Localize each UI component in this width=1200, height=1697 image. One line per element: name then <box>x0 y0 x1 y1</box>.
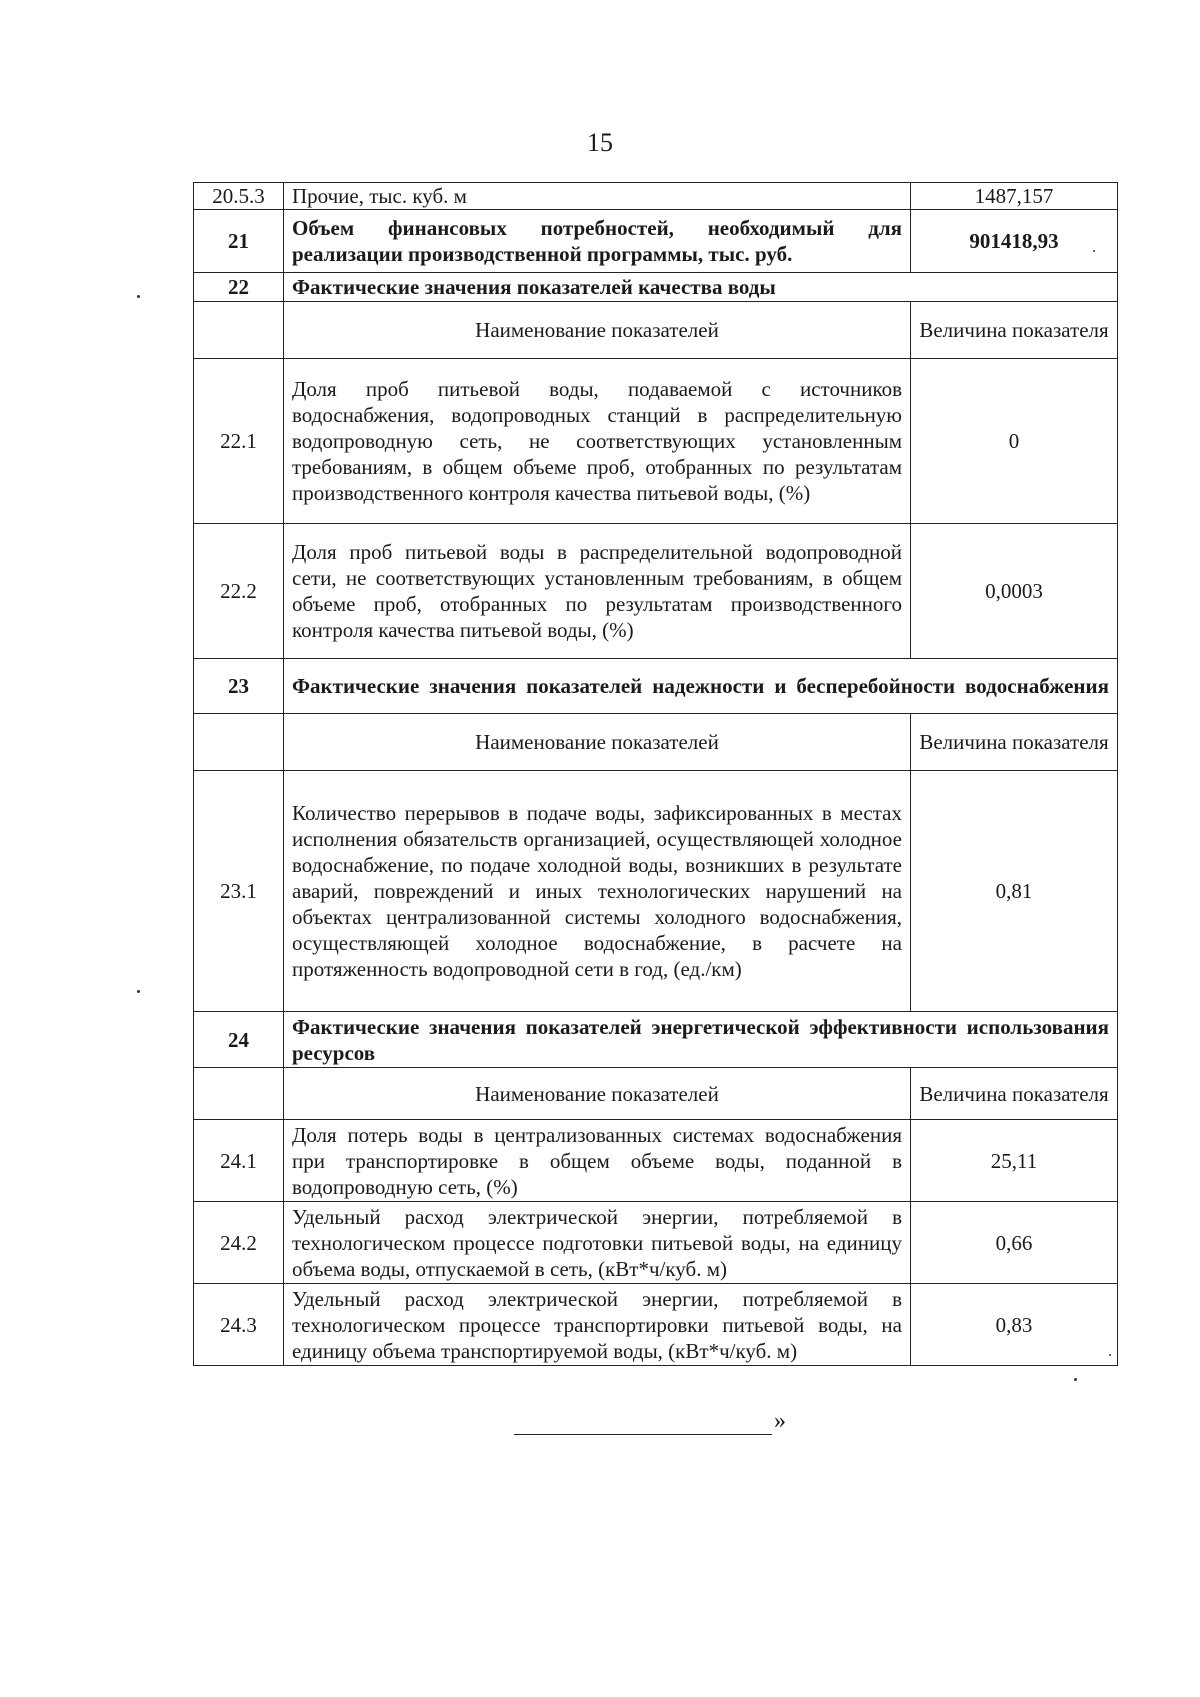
closing-quote: » <box>774 1408 786 1434</box>
row-value: 0 <box>911 359 1118 524</box>
section-number: 24 <box>194 1012 284 1068</box>
section-title: Фактические значения показателей энергетической эффективности использования ресурсов <box>284 1012 1118 1068</box>
empty-cell <box>194 302 284 359</box>
row-description: Доля потерь воды в централизованных системах водоснабжения при транспортировке в общем объеме воды, поданной в водопроводную сеть, (%) <box>284 1120 911 1202</box>
column-header-value: Величина показателя <box>911 1068 1118 1120</box>
column-header-value: Величина показателя <box>911 302 1118 359</box>
section-value: 901418,93 <box>911 210 1118 273</box>
section-title: Фактические значения показателей надежности и бесперебойности водоснабжения <box>284 659 1118 714</box>
row-number: 24.2 <box>194 1202 284 1284</box>
table-row <box>194 210 1118 273</box>
row-number: 24.1 <box>194 1120 284 1202</box>
row-description: Количество перерывов в подаче воды, зафиксированных в местах исполнения обязательств организацией, осуществляющей холодное водоснабжение, по подаче холодной воды, возникших в результате аварий, повреждений и иных технологических нарушений на объектах централизованной системы холодного водоснабжения, осуществляющей холодное водоснабжение, в расчете на протяженность водопроводной сети в год, (ед./км) <box>284 771 911 1012</box>
row-description: Удельный расход электрической энергии, потребляемой в технологическом процессе транспортировки питьевой воды, на единицу объема транспортируемой воды, (кВт*ч/куб. м) <box>284 1284 911 1366</box>
table-row <box>194 1012 1118 1068</box>
row-value: 25,11 <box>911 1120 1118 1202</box>
column-header-name: Наименование показателей <box>284 302 911 359</box>
section-number: 22 <box>194 273 284 302</box>
table-row <box>194 1202 1118 1284</box>
table-row <box>194 359 1118 524</box>
row-value: 0,81 <box>911 771 1118 1012</box>
empty-cell <box>194 714 284 771</box>
row-number: 23.1 <box>194 771 284 1012</box>
row-number: 22.2 <box>194 524 284 659</box>
scan-speck <box>1109 1354 1111 1356</box>
table-row <box>194 1284 1118 1366</box>
section-title: Объем финансовых потребностей, необходимый для реализации производственной программы, тыс. руб. <box>284 210 911 273</box>
table-row <box>194 524 1118 659</box>
row-description: Доля проб питьевой воды в распределительной водопроводной сети, не соответствующих установленным требованиям, в общем объеме проб, отобранных по результатам производственного контроля качества питьевой воды, (%) <box>284 524 911 659</box>
signature-line <box>514 1416 772 1435</box>
row-value: 0,83 <box>911 1284 1118 1366</box>
row-number: 24.3 <box>194 1284 284 1366</box>
row-value: 1487,157 <box>911 183 1118 210</box>
row-description: Удельный расход электрической энергии, потребляемой в технологическом процессе подготовки питьевой воды, на единицу объема воды, отпускаемой в сеть, (кВт*ч/куб. м) <box>284 1202 911 1284</box>
table-row <box>194 273 1118 302</box>
table-row <box>194 1120 1118 1202</box>
row-number: 22.1 <box>194 359 284 524</box>
row-description: Прочие, тыс. куб. м <box>284 183 911 210</box>
indicators-table <box>193 182 1118 1366</box>
row-value: 0,0003 <box>911 524 1118 659</box>
closing-mark <box>514 1408 786 1435</box>
scan-speck <box>1093 250 1095 252</box>
row-description: Доля проб питьевой воды, подаваемой с источников водоснабжения, водопроводных станций в распределительную водопроводную сеть, не соответствующих установленным требованиям, в общем объеме проб, отобранных по результатам производственного контроля качества питьевой воды, (%) <box>284 359 911 524</box>
column-header-value: Величина показателя <box>911 714 1118 771</box>
section-number: 23 <box>194 659 284 714</box>
row-value: 0,66 <box>911 1202 1118 1284</box>
table-row <box>194 771 1118 1012</box>
column-header-name: Наименование показателей <box>284 714 911 771</box>
scan-speck <box>1074 1378 1077 1381</box>
table-row <box>194 302 1118 359</box>
page-number: 15 <box>587 128 613 157</box>
table-row <box>194 659 1118 714</box>
scan-speck <box>137 990 140 993</box>
row-number: 20.5.3 <box>194 183 284 210</box>
section-number: 21 <box>194 210 284 273</box>
column-header-name: Наименование показателей <box>284 1068 911 1120</box>
table-row <box>194 714 1118 771</box>
table-row <box>194 1068 1118 1120</box>
table-row <box>194 183 1118 210</box>
empty-cell <box>194 1068 284 1120</box>
scan-speck <box>137 295 140 298</box>
section-title: Фактические значения показателей качества воды <box>284 273 1118 302</box>
